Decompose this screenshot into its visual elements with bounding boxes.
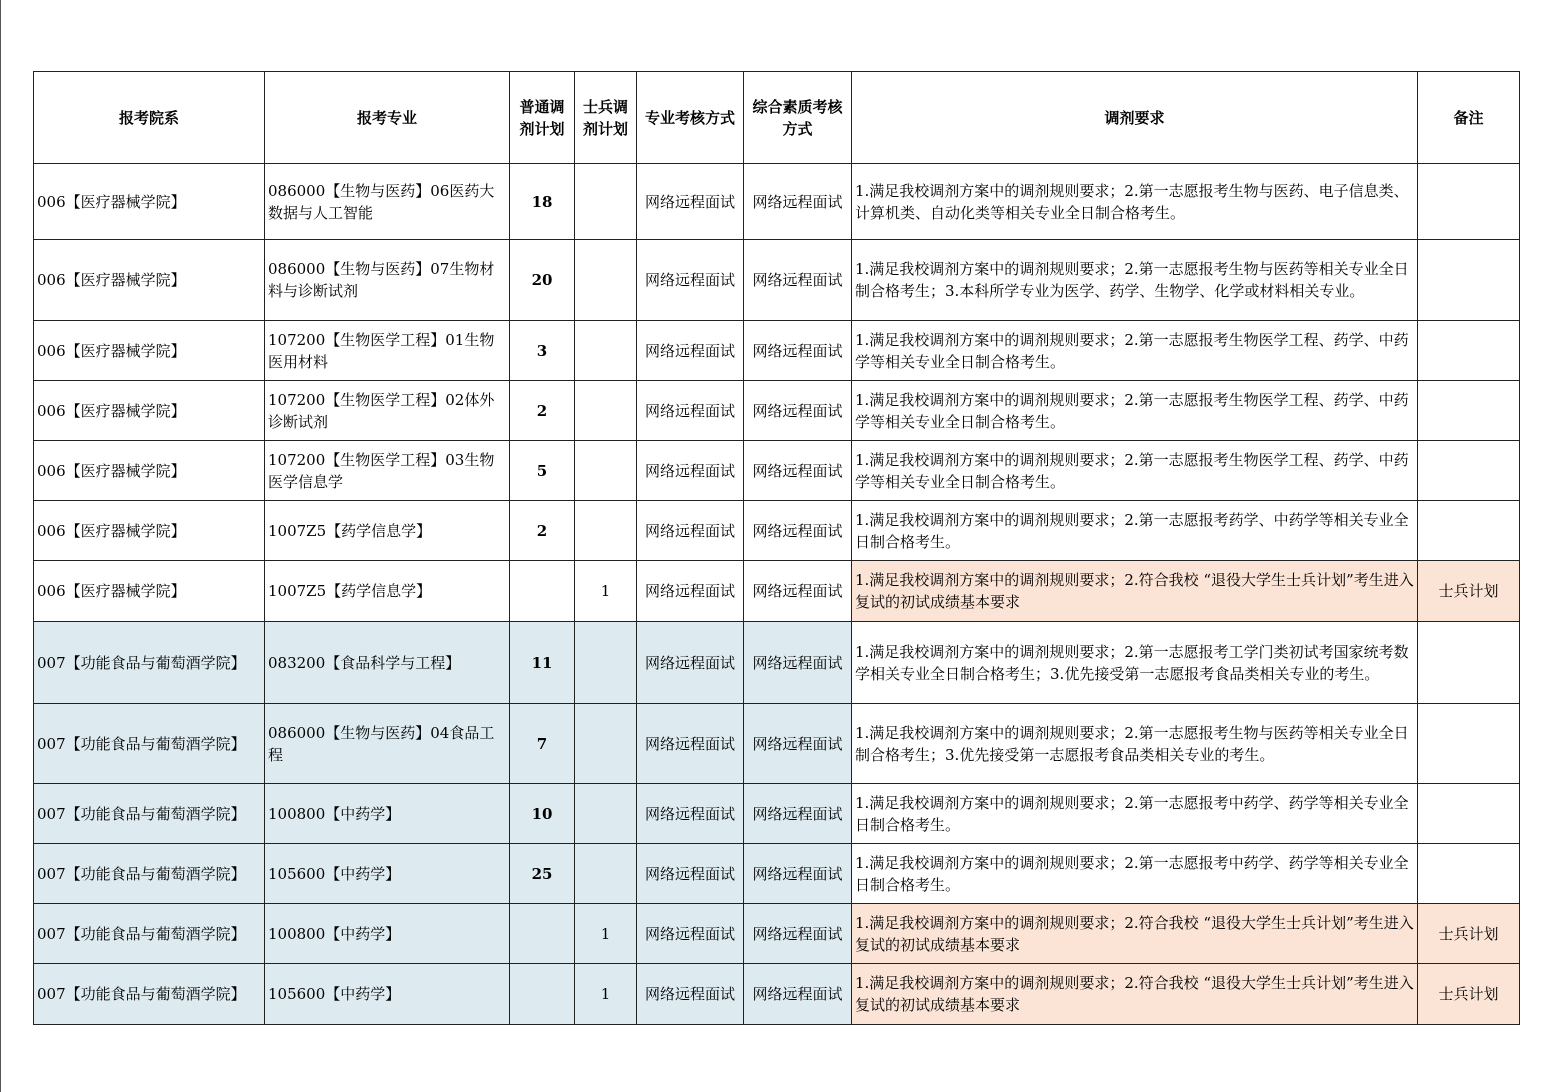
row-note: 士兵计划 xyxy=(1418,904,1520,964)
header-normal-plan: 普通调剂计划 xyxy=(510,72,575,164)
row-soldier-plan: 1 xyxy=(575,964,637,1025)
row-prof-assessment: 网络远程面试 xyxy=(637,784,744,844)
row-comp-assessment: 网络远程面试 xyxy=(744,381,852,441)
row-soldier-plan xyxy=(575,704,637,784)
table-row xyxy=(34,240,1520,321)
row-requirements: 1.满足我校调剂方案中的调剂规则要求；2.符合我校 “退役大学生士兵计划”考生进入复试的初试成绩基本要求 xyxy=(852,561,1418,622)
row-requirements: 1.满足我校调剂方案中的调剂规则要求；2.第一志愿报考中药学、药学等相关专业全日制合格考生。 xyxy=(852,844,1418,904)
row-comp-assessment: 网络远程面试 xyxy=(744,321,852,381)
table-row xyxy=(34,561,1520,622)
row-note xyxy=(1418,164,1520,240)
page-edge xyxy=(0,0,1,1092)
row-comp-assessment: 网络远程面试 xyxy=(744,622,852,704)
row-dept: 006【医疗器械学院】 xyxy=(34,441,265,501)
row-normal-plan: 7 xyxy=(510,704,575,784)
row-prof-assessment: 网络远程面试 xyxy=(637,704,744,784)
row-normal-plan: 2 xyxy=(510,381,575,441)
row-prof-assessment: 网络远程面试 xyxy=(637,381,744,441)
header-major: 报考专业 xyxy=(265,72,510,164)
row-major: 107200【生物医学工程】02体外诊断试剂 xyxy=(265,381,510,441)
row-prof-assessment: 网络远程面试 xyxy=(637,904,744,964)
row-comp-assessment: 网络远程面试 xyxy=(744,964,852,1025)
row-prof-assessment: 网络远程面试 xyxy=(637,240,744,321)
row-major: 107200【生物医学工程】03生物医学信息学 xyxy=(265,441,510,501)
row-dept: 006【医疗器械学院】 xyxy=(34,381,265,441)
row-note xyxy=(1418,381,1520,441)
table-row xyxy=(34,784,1520,844)
row-major: 086000【生物与医药】06医药大数据与人工智能 xyxy=(265,164,510,240)
row-dept: 007【功能食品与葡萄酒学院】 xyxy=(34,844,265,904)
row-normal-plan: 3 xyxy=(510,321,575,381)
row-major: 083200【食品科学与工程】 xyxy=(265,622,510,704)
row-dept: 007【功能食品与葡萄酒学院】 xyxy=(34,622,265,704)
row-prof-assessment: 网络远程面试 xyxy=(637,321,744,381)
row-normal-plan: 10 xyxy=(510,784,575,844)
row-soldier-plan xyxy=(575,501,637,561)
row-dept: 006【医疗器械学院】 xyxy=(34,501,265,561)
row-requirements: 1.满足我校调剂方案中的调剂规则要求；2.第一志愿报考中药学、药学等相关专业全日制合格考生。 xyxy=(852,784,1418,844)
row-prof-assessment: 网络远程面试 xyxy=(637,964,744,1025)
row-dept: 007【功能食品与葡萄酒学院】 xyxy=(34,904,265,964)
row-prof-assessment: 网络远程面试 xyxy=(637,164,744,240)
row-major: 086000【生物与医药】07生物材料与诊断试剂 xyxy=(265,240,510,321)
row-normal-plan: 2 xyxy=(510,501,575,561)
row-dept: 007【功能食品与葡萄酒学院】 xyxy=(34,784,265,844)
header-comp-assessment: 综合素质考核方式 xyxy=(744,72,852,164)
row-comp-assessment: 网络远程面试 xyxy=(744,704,852,784)
row-soldier-plan xyxy=(575,321,637,381)
row-soldier-plan xyxy=(575,784,637,844)
row-soldier-plan xyxy=(575,622,637,704)
header-note: 备注 xyxy=(1418,72,1520,164)
row-soldier-plan: 1 xyxy=(575,904,637,964)
row-note xyxy=(1418,844,1520,904)
row-dept: 006【医疗器械学院】 xyxy=(34,240,265,321)
table-row xyxy=(34,704,1520,784)
row-prof-assessment: 网络远程面试 xyxy=(637,561,744,622)
row-major: 105600【中药学】 xyxy=(265,844,510,904)
row-note xyxy=(1418,441,1520,501)
row-normal-plan: 5 xyxy=(510,441,575,501)
row-comp-assessment: 网络远程面试 xyxy=(744,844,852,904)
row-normal-plan xyxy=(510,904,575,964)
row-normal-plan: 25 xyxy=(510,844,575,904)
row-note: 士兵计划 xyxy=(1418,561,1520,622)
table-row xyxy=(34,501,1520,561)
table-header-row xyxy=(34,72,1520,164)
row-soldier-plan: 1 xyxy=(575,561,637,622)
table-row xyxy=(34,441,1520,501)
table-row xyxy=(34,164,1520,240)
header-requirements: 调剂要求 xyxy=(852,72,1418,164)
header-dept: 报考院系 xyxy=(34,72,265,164)
row-normal-plan: 11 xyxy=(510,622,575,704)
row-major: 1007Z5【药学信息学】 xyxy=(265,561,510,622)
row-soldier-plan xyxy=(575,381,637,441)
row-normal-plan: 18 xyxy=(510,164,575,240)
table-row xyxy=(34,844,1520,904)
row-note xyxy=(1418,240,1520,321)
row-comp-assessment: 网络远程面试 xyxy=(744,164,852,240)
row-soldier-plan xyxy=(575,441,637,501)
row-requirements: 1.满足我校调剂方案中的调剂规则要求；2.第一志愿报考药学、中药学等相关专业全日制合格考生。 xyxy=(852,501,1418,561)
row-dept: 006【医疗器械学院】 xyxy=(34,164,265,240)
row-note xyxy=(1418,704,1520,784)
row-normal-plan xyxy=(510,964,575,1025)
row-dept: 007【功能食品与葡萄酒学院】 xyxy=(34,704,265,784)
table-row xyxy=(34,964,1520,1025)
row-dept: 007【功能食品与葡萄酒学院】 xyxy=(34,964,265,1025)
table-row xyxy=(34,904,1520,964)
adjustment-plan-table xyxy=(33,71,1520,1025)
row-major: 107200【生物医学工程】01生物医用材料 xyxy=(265,321,510,381)
row-note xyxy=(1418,501,1520,561)
row-requirements: 1.满足我校调剂方案中的调剂规则要求；2.第一志愿报考生物与医药等相关专业全日制合格考生；3.优先接受第一志愿报考食品类相关专业的考生。 xyxy=(852,704,1418,784)
table-row xyxy=(34,622,1520,704)
row-comp-assessment: 网络远程面试 xyxy=(744,501,852,561)
row-requirements: 1.满足我校调剂方案中的调剂规则要求；2.第一志愿报考生物与医药等相关专业全日制合格考生；3.本科所学专业为医学、药学、生物学、化学或材料相关专业。 xyxy=(852,240,1418,321)
row-note xyxy=(1418,784,1520,844)
row-major: 100800【中药学】 xyxy=(265,904,510,964)
header-soldier-plan: 士兵调剂计划 xyxy=(575,72,637,164)
row-requirements: 1.满足我校调剂方案中的调剂规则要求；2.第一志愿报考生物医学工程、药学、中药学等相关专业全日制合格考生。 xyxy=(852,441,1418,501)
row-soldier-plan xyxy=(575,240,637,321)
row-major: 105600【中药学】 xyxy=(265,964,510,1025)
row-comp-assessment: 网络远程面试 xyxy=(744,240,852,321)
row-requirements: 1.满足我校调剂方案中的调剂规则要求；2.第一志愿报考工学门类初试考国家统考数学相关专业全日制合格考生；3.优先接受第一志愿报考食品类相关专业的考生。 xyxy=(852,622,1418,704)
row-major: 1007Z5【药学信息学】 xyxy=(265,501,510,561)
row-normal-plan xyxy=(510,561,575,622)
row-prof-assessment: 网络远程面试 xyxy=(637,501,744,561)
row-soldier-plan xyxy=(575,844,637,904)
row-requirements: 1.满足我校调剂方案中的调剂规则要求；2.第一志愿报考生物医学工程、药学、中药学等相关专业全日制合格考生。 xyxy=(852,381,1418,441)
row-dept: 006【医疗器械学院】 xyxy=(34,561,265,622)
row-dept: 006【医疗器械学院】 xyxy=(34,321,265,381)
table-row xyxy=(34,321,1520,381)
row-requirements: 1.满足我校调剂方案中的调剂规则要求；2.符合我校 “退役大学生士兵计划”考生进入复试的初试成绩基本要求 xyxy=(852,904,1418,964)
row-requirements: 1.满足我校调剂方案中的调剂规则要求；2.符合我校 “退役大学生士兵计划”考生进入复试的初试成绩基本要求 xyxy=(852,964,1418,1025)
row-requirements: 1.满足我校调剂方案中的调剂规则要求；2.第一志愿报考生物与医药、电子信息类、计算机类、自动化类等相关专业全日制合格考生。 xyxy=(852,164,1418,240)
row-normal-plan: 20 xyxy=(510,240,575,321)
row-prof-assessment: 网络远程面试 xyxy=(637,622,744,704)
row-comp-assessment: 网络远程面试 xyxy=(744,561,852,622)
row-comp-assessment: 网络远程面试 xyxy=(744,441,852,501)
row-soldier-plan xyxy=(575,164,637,240)
row-major: 086000【生物与医药】04食品工程 xyxy=(265,704,510,784)
row-prof-assessment: 网络远程面试 xyxy=(637,441,744,501)
header-prof-assessment: 专业考核方式 xyxy=(637,72,744,164)
row-note xyxy=(1418,622,1520,704)
row-requirements: 1.满足我校调剂方案中的调剂规则要求；2.第一志愿报考生物医学工程、药学、中药学等相关专业全日制合格考生。 xyxy=(852,321,1418,381)
table-row xyxy=(34,381,1520,441)
row-major: 100800【中药学】 xyxy=(265,784,510,844)
row-note: 士兵计划 xyxy=(1418,964,1520,1025)
row-comp-assessment: 网络远程面试 xyxy=(744,904,852,964)
row-comp-assessment: 网络远程面试 xyxy=(744,784,852,844)
row-note xyxy=(1418,321,1520,381)
row-prof-assessment: 网络远程面试 xyxy=(637,844,744,904)
